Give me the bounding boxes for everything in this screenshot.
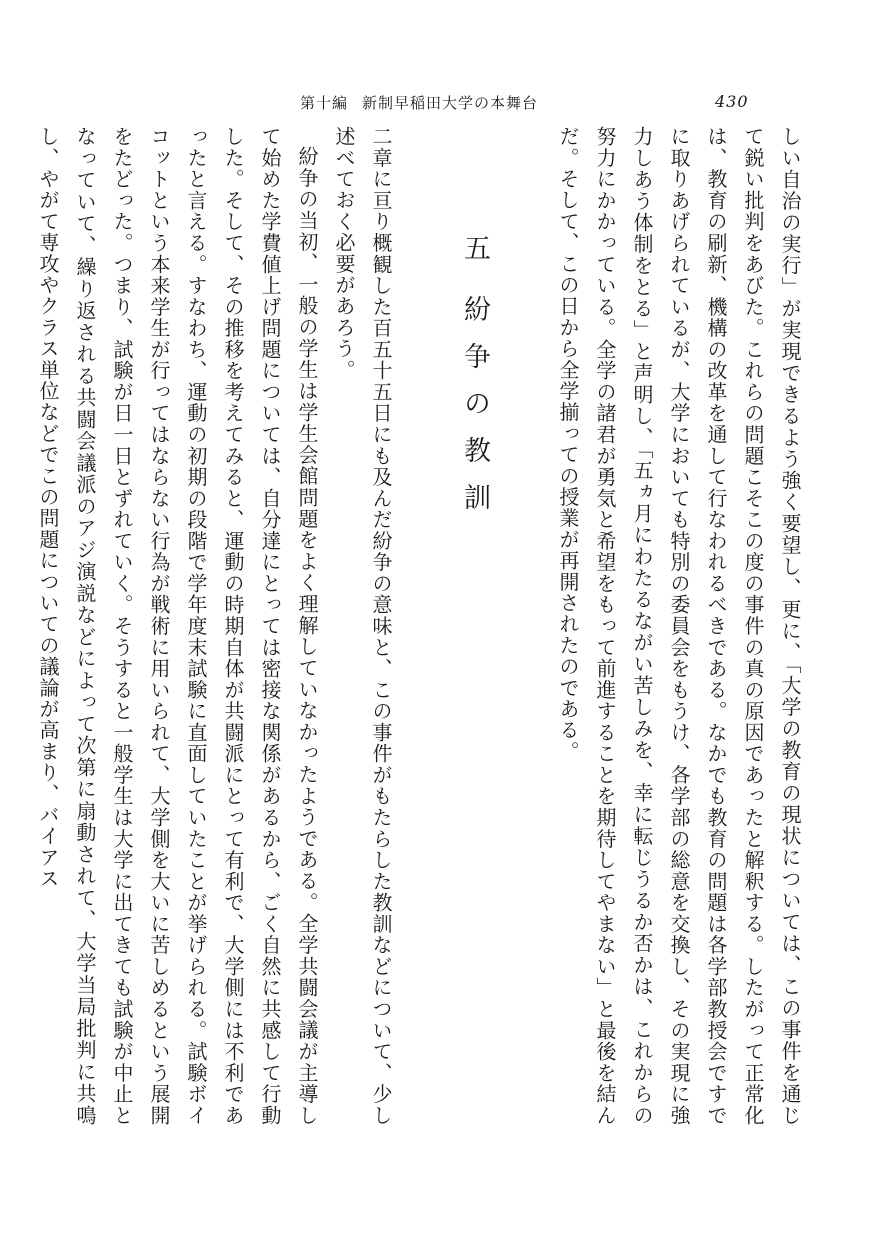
section-title: 紛争の教訓 [459,295,490,530]
page-number: 430 [715,92,749,111]
chapter-title: 新制早稲田大学の本舞台 [362,94,539,112]
vertical-body-text [36,126,808,1126]
chapter-label: 第十編 [300,94,349,112]
paragraph-main: 紛争の当初、一般の学生は学生会館問題をよく理解していなかったようである。全学共闘会議が主導して始めた学費値上げ問題については、自分達にとっては密接な関係があるから、ごく自然に共感して行動した。そして、その推移を考えてみると、運動の時期自体が共闘派にとって有利で、大学側には不利であったと言える。すなわち、運動の初期の段階で学年度末試験に直面していたことが挙げられる。試験ボイコットという本来学生が行ってはならない行為が戦術に用いられて、大学側を大いに苦しめるという展開をたどった。つまり、試験が日一日とずれていく。そうすると一般学生は大学に出てきても試験が中止となっていて、繰り返される共闘会議派のアジ演説などによって次第に扇動されて、大学当局批判に共鳴し、やがて専攻やクラス単位などでこの問題についての議論が高まり、バイアス [36,126,319,1126]
paragraph-continued: しい自治の実行」が実現できるよう強く要望し、更に、「大学の教育の現状については、この事件を通じて鋭い批判をあびた。これらの問題こそこの度の事件の真の原因であったと解釈する。したがって正常化は、教育の刷新、機構の改革を通して行なわれるべきである。なかでも教育の問題は各学部教授会ですでに取りあげられているが、大学においても特別の委員会をもうけ、各学部の総意を交換し、その実現に強力しあう体制をとる」と声明し、「五ヵ月にわたるながい苦しみを、幸に転じうるか否かは、これからの努力にかかっている。全学の諸君が勇気と希望をもって前進することを期待してやまない」と最後を結んだ。そして、この日から全学揃っての授業が再開されたのである。 [556,126,802,1126]
paragraph-intro: 二章に亘り概観した百五十五日にも及んだ紛争の意味と、この事件がもたらした教訓などについて、少し述べておく必要があろう。 [332,126,393,1126]
running-head [300,92,538,113]
section-heading [399,126,549,1126]
section-number: 五 [459,234,490,281]
